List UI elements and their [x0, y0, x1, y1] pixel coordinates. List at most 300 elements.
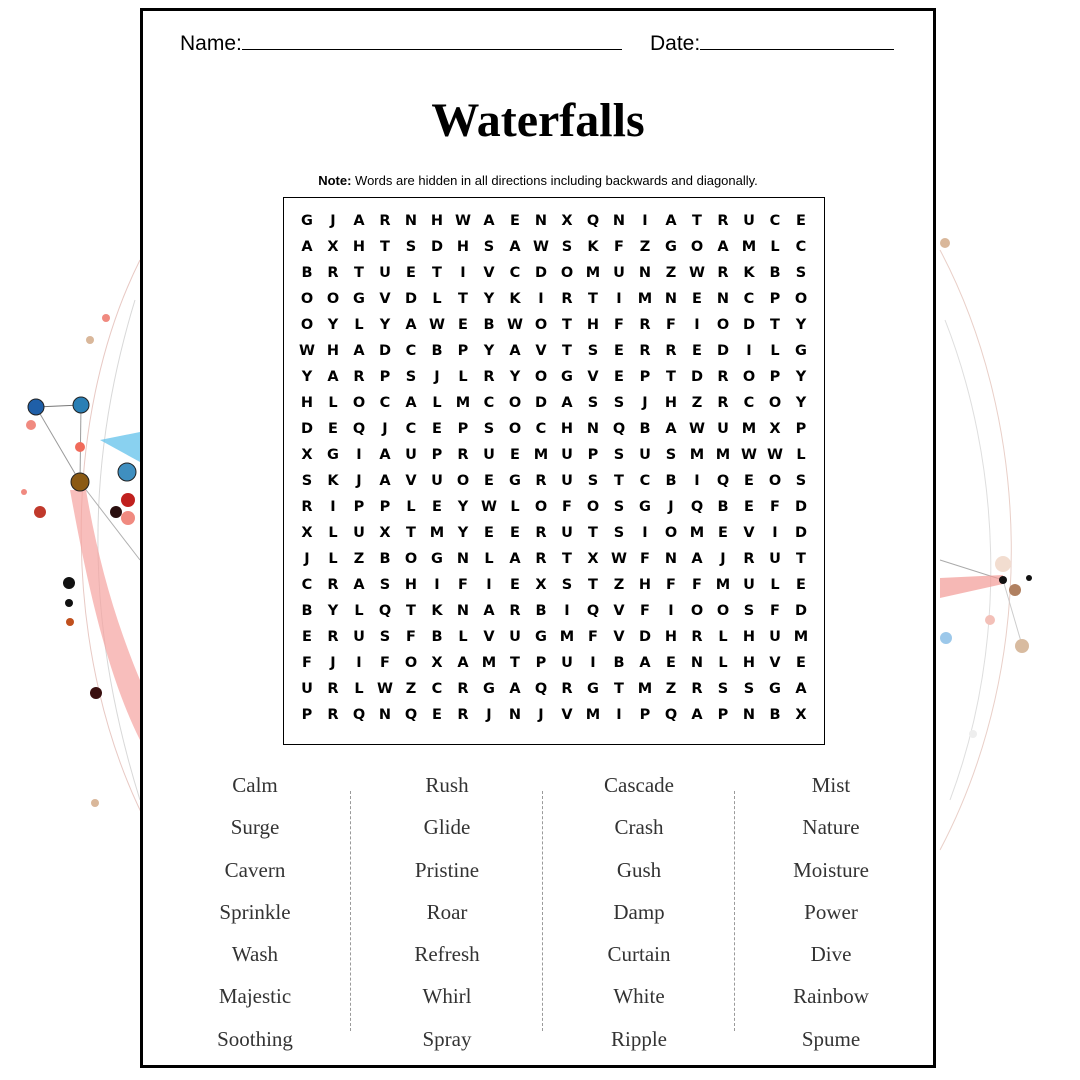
grid-letter: B	[301, 265, 313, 281]
grid-letter: T	[588, 525, 598, 541]
grid-letter: E	[744, 473, 754, 489]
grid-letter: D	[690, 369, 704, 385]
grid-letter: G	[795, 343, 807, 359]
grid-letter: V	[483, 265, 495, 281]
grid-letter: T	[562, 343, 572, 359]
word-list-item: Crash	[614, 815, 664, 840]
grid-letter: G	[509, 473, 521, 489]
grid-letter: U	[561, 655, 573, 671]
word-list-item: Mist	[811, 773, 851, 797]
grid-letter: L	[406, 499, 416, 515]
grid-letter: E	[484, 525, 494, 541]
grid-letter: Q	[690, 499, 704, 515]
grid-letter: R	[743, 551, 755, 567]
word-list-item: Dive	[810, 942, 852, 967]
grid-letter: H	[560, 421, 574, 437]
grid-letter: D	[430, 239, 444, 255]
grid-letter: M	[637, 681, 653, 697]
grid-letter: R	[691, 629, 703, 645]
grid-letter: T	[406, 603, 416, 619]
grid-letter: A	[509, 343, 521, 359]
grid-letter: P	[769, 291, 781, 307]
grid-letter: N	[716, 291, 730, 307]
grid-letter: W	[689, 265, 705, 281]
word-column-3	[543, 771, 735, 1067]
grid-letter: M	[637, 291, 653, 307]
note-text: Words are hidden in all directions including backwards and diagonally.	[351, 173, 758, 188]
grid-letter: I	[694, 473, 700, 489]
grid-letter: X	[379, 525, 391, 541]
grid-letter: U	[483, 447, 495, 463]
grid-letter: C	[535, 421, 547, 437]
grid-letter: W	[741, 447, 757, 463]
grid-letter: F	[562, 499, 572, 515]
grid-letter: C	[743, 291, 755, 307]
grid-letter: U	[613, 265, 625, 281]
grid-row	[294, 364, 814, 390]
grid-letter: O	[664, 525, 678, 541]
grid-letter: L	[770, 239, 780, 255]
grid-row	[294, 520, 814, 546]
grid-letter: T	[666, 369, 676, 385]
grid-letter: O	[768, 473, 782, 489]
grid-letter: X	[535, 577, 547, 593]
grid-letter: N	[612, 213, 626, 229]
grid-letter: I	[356, 655, 362, 671]
grid-letter: U	[405, 447, 417, 463]
grid-letter: U	[379, 265, 391, 281]
grid-letter: I	[460, 265, 466, 281]
grid-letter: R	[535, 551, 547, 567]
grid-letter: L	[458, 369, 468, 385]
grid-letter: E	[432, 499, 442, 515]
grid-letter: A	[509, 681, 521, 697]
grid-letter: S	[587, 343, 599, 359]
grid-letter: E	[796, 577, 806, 593]
grid-letter: Z	[639, 239, 651, 255]
grid-letter: A	[405, 317, 417, 333]
grid-letter: O	[326, 291, 340, 307]
grid-letter: S	[613, 447, 625, 463]
grid-letter: U	[769, 629, 781, 645]
word-list-item: Gush	[616, 857, 662, 882]
grid-letter: I	[616, 707, 622, 723]
grid-letter: T	[588, 577, 598, 593]
grid-letter: L	[328, 551, 338, 567]
grid-letter: U	[353, 525, 365, 541]
grid-letter: V	[561, 707, 573, 723]
grid-letter: A	[353, 213, 365, 229]
grid-letter: I	[694, 317, 700, 333]
grid-letter: Y	[327, 317, 339, 333]
grid-letter: R	[717, 265, 729, 281]
grid-letter: F	[380, 655, 390, 671]
grid-letter: N	[638, 265, 652, 281]
grid-letter: E	[510, 525, 520, 541]
grid-letter: C	[769, 213, 781, 229]
grid-letter: U	[431, 473, 443, 489]
grid-letter: L	[770, 577, 780, 593]
word-list-item: Soothing	[217, 1026, 293, 1051]
grid-letter: T	[354, 265, 364, 281]
grid-letter: Y	[379, 317, 391, 333]
grid-letter: O	[534, 317, 548, 333]
grid-letter: D	[534, 265, 548, 281]
grid-letter: L	[432, 395, 442, 411]
grid-letter: N	[404, 213, 418, 229]
grid-letter: J	[720, 551, 726, 567]
grid-letter: L	[432, 291, 442, 307]
grid-letter: H	[430, 213, 444, 229]
grid-letter: I	[746, 343, 752, 359]
grid-letter: J	[486, 707, 492, 723]
grid-letter: U	[769, 551, 781, 567]
grid-letter: B	[379, 551, 391, 567]
word-list	[159, 771, 929, 1051]
grid-letter: C	[639, 473, 651, 489]
grid-letter: E	[510, 577, 520, 593]
word-list-item: Rainbow	[793, 984, 869, 1009]
grid-letter: A	[561, 395, 573, 411]
grid-letter: B	[483, 317, 495, 333]
grid-letter: I	[538, 291, 544, 307]
grid-letter: D	[638, 629, 652, 645]
grid-letter: I	[330, 499, 336, 515]
grid-row	[294, 468, 814, 494]
grid-letter: I	[642, 525, 648, 541]
grid-letter: T	[432, 265, 442, 281]
grid-letter: T	[614, 681, 624, 697]
word-list-item: Cavern	[224, 857, 286, 882]
grid-letter: R	[509, 603, 521, 619]
grid-letter: Y	[795, 317, 807, 333]
grid-letter: E	[510, 447, 520, 463]
word-list-item: Pristine	[414, 857, 480, 882]
grid-letter: S	[795, 473, 807, 489]
grid-letter: S	[379, 629, 391, 645]
word-list-item: Curtain	[607, 942, 671, 967]
grid-letter: O	[300, 291, 314, 307]
grid-letter: D	[378, 343, 392, 359]
grid-letter: H	[664, 395, 678, 411]
grid-letter: X	[561, 213, 573, 229]
word-column-1	[159, 771, 351, 1067]
grid-letter: Y	[457, 525, 469, 541]
grid-letter: B	[769, 707, 781, 723]
grid-letter: S	[561, 239, 573, 255]
grid-letter: I	[772, 525, 778, 541]
grid-letter: W	[611, 551, 627, 567]
date-blank-line	[700, 29, 894, 50]
grid-letter: I	[616, 291, 622, 307]
grid-letter: Q	[404, 707, 418, 723]
grid-letter: S	[795, 265, 807, 281]
grid-letter: U	[639, 447, 651, 463]
grid-letter: D	[716, 343, 730, 359]
word-column-2	[351, 771, 543, 1067]
header-row	[180, 29, 900, 59]
grid-letter: Q	[352, 707, 366, 723]
grid-letter: J	[330, 213, 336, 229]
grid-letter: N	[664, 551, 678, 567]
grid-letter: O	[352, 395, 366, 411]
grid-letter: X	[327, 239, 339, 255]
grid-letter: P	[587, 447, 599, 463]
grid-letter: E	[406, 265, 416, 281]
grid-letter: Y	[795, 369, 807, 385]
grid-letter: G	[431, 551, 443, 567]
grid-letter: T	[692, 213, 702, 229]
grid-letter: D	[404, 291, 418, 307]
grid-letter: B	[639, 421, 651, 437]
grid-letter: Z	[665, 265, 677, 281]
grid-letter: H	[664, 629, 678, 645]
grid-letter: O	[690, 603, 704, 619]
grid-letter: O	[404, 655, 418, 671]
grid-letter: R	[561, 291, 573, 307]
grid-letter: D	[300, 421, 314, 437]
grid-letter: M	[585, 265, 601, 281]
grid-letter: V	[587, 369, 599, 385]
grid-letter: I	[590, 655, 596, 671]
grid-letter: O	[560, 265, 574, 281]
grid-letter: R	[327, 629, 339, 645]
grid-letter: K	[431, 603, 443, 619]
grid-letter: V	[613, 603, 625, 619]
grid-letter: T	[770, 317, 780, 333]
grid-letter: U	[561, 447, 573, 463]
grid-letter: H	[300, 395, 314, 411]
grid-letter: P	[353, 499, 365, 515]
grid-letter: Y	[327, 603, 339, 619]
grid-letter: R	[535, 525, 547, 541]
grid-letter: W	[533, 239, 549, 255]
grid-letter: E	[692, 291, 702, 307]
grid-row	[294, 416, 814, 442]
grid-letter: J	[382, 421, 388, 437]
grid-letter: L	[510, 499, 520, 515]
grid-letter: L	[718, 655, 728, 671]
grid-letter: F	[614, 239, 624, 255]
grid-letter: R	[717, 369, 729, 385]
grid-row	[294, 546, 814, 572]
grid-letter: G	[561, 369, 573, 385]
grid-letter: T	[614, 473, 624, 489]
grid-row	[294, 572, 814, 598]
grid-letter: A	[379, 473, 391, 489]
grid-letter: D	[534, 395, 548, 411]
grid-letter: J	[538, 707, 544, 723]
word-list-item: Glide	[423, 815, 471, 840]
grid-letter: M	[585, 707, 601, 723]
grid-letter: W	[455, 213, 471, 229]
grid-letter: P	[457, 343, 469, 359]
grid-row	[294, 338, 814, 364]
grid-letter: T	[562, 317, 572, 333]
grid-letter: M	[533, 447, 549, 463]
grid-letter: Q	[612, 421, 626, 437]
grid-letter: F	[666, 317, 676, 333]
grid-letter: H	[742, 655, 756, 671]
grid-letter: E	[458, 317, 468, 333]
grid-letter: K	[509, 291, 521, 307]
grid-letter: R	[535, 473, 547, 489]
grid-letter: L	[354, 681, 364, 697]
grid-letter: P	[795, 421, 807, 437]
grid-letter: C	[509, 265, 521, 281]
grid-letter: I	[668, 603, 674, 619]
grid-letter: P	[379, 369, 391, 385]
grid-letter: P	[535, 655, 547, 671]
name-field	[180, 29, 622, 56]
grid-row	[294, 390, 814, 416]
grid-letter: C	[379, 395, 391, 411]
grid-letter: F	[770, 499, 780, 515]
grid-letter: S	[483, 239, 495, 255]
grid-letter: W	[689, 421, 705, 437]
grid-letter: R	[717, 213, 729, 229]
grid-letter: G	[483, 681, 495, 697]
word-list-item: White	[613, 984, 665, 1009]
grid-row	[294, 260, 814, 286]
grid-letter: U	[743, 213, 755, 229]
grid-row	[294, 624, 814, 650]
grid-letter: H	[326, 343, 340, 359]
grid-letter: Z	[353, 551, 365, 567]
letter-grid	[294, 208, 814, 728]
grid-letter: I	[434, 577, 440, 593]
word-list-item: Surge	[230, 815, 280, 840]
grid-letter: X	[301, 525, 313, 541]
grid-letter: E	[328, 421, 338, 437]
grid-letter: A	[457, 655, 469, 671]
grid-letter: N	[664, 291, 678, 307]
grid-letter: T	[588, 291, 598, 307]
grid-letter: M	[741, 421, 757, 437]
grid-letter: Q	[716, 473, 730, 489]
grid-letter: L	[484, 551, 494, 567]
grid-letter: F	[640, 551, 650, 567]
grid-letter: H	[352, 239, 366, 255]
date-field	[650, 29, 894, 56]
grid-letter: G	[769, 681, 781, 697]
grid-letter: A	[795, 681, 807, 697]
word-list-item: Moisture	[793, 857, 869, 882]
grid-letter: R	[457, 707, 469, 723]
grid-letter: A	[691, 551, 703, 567]
grid-letter: W	[299, 343, 315, 359]
grid-letter: J	[304, 551, 310, 567]
name-blank-line	[242, 29, 622, 50]
grid-letter: V	[535, 343, 547, 359]
grid-letter: O	[456, 473, 470, 489]
word-list-item: Spume	[801, 1026, 861, 1051]
grid-letter: R	[639, 317, 651, 333]
grid-letter: L	[770, 343, 780, 359]
grid-letter: V	[613, 629, 625, 645]
grid-letter: N	[456, 603, 470, 619]
grid-letter: E	[432, 707, 442, 723]
grid-letter: A	[717, 239, 729, 255]
grid-letter: E	[432, 421, 442, 437]
grid-letter: W	[481, 499, 497, 515]
grid-letter: X	[795, 707, 807, 723]
grid-letter: S	[613, 499, 625, 515]
grid-letter: Y	[509, 369, 521, 385]
grid-letter: R	[327, 681, 339, 697]
grid-letter: P	[639, 707, 651, 723]
word-list-item: Spray	[422, 1026, 472, 1051]
grid-letter: F	[302, 655, 312, 671]
grid-letter: O	[690, 239, 704, 255]
grid-letter: O	[716, 317, 730, 333]
grid-letter: A	[483, 213, 495, 229]
grid-letter: B	[431, 629, 443, 645]
grid-letter: S	[613, 525, 625, 541]
grid-letter: U	[509, 629, 521, 645]
grid-letter: N	[456, 551, 470, 567]
grid-letter: H	[742, 629, 756, 645]
grid-letter: R	[353, 369, 365, 385]
grid-letter: E	[302, 629, 312, 645]
grid-letter: M	[689, 525, 705, 541]
grid-letter: R	[327, 265, 339, 281]
grid-letter: A	[509, 551, 521, 567]
grid-letter: G	[665, 239, 677, 255]
grid-row	[294, 494, 814, 520]
grid-letter: X	[431, 655, 443, 671]
grid-letter: R	[639, 343, 651, 359]
page-title: Waterfalls	[431, 94, 645, 147]
grid-letter: O	[534, 499, 548, 515]
grid-letter: N	[690, 655, 704, 671]
grid-row	[294, 312, 814, 338]
grid-letter: O	[508, 395, 522, 411]
word-list-item: Wash	[231, 942, 279, 967]
word-list-item: Cascade	[604, 773, 674, 797]
grid-letter: O	[794, 291, 808, 307]
grid-letter: R	[483, 369, 495, 385]
grid-letter: T	[510, 655, 520, 671]
grid-letter: O	[508, 421, 522, 437]
grid-letter: F	[666, 577, 676, 593]
grid-letter: H	[638, 577, 652, 593]
grid-letter: E	[484, 473, 494, 489]
grid-letter: J	[642, 395, 648, 411]
grid-letter: V	[483, 629, 495, 645]
grid-letter: K	[327, 473, 339, 489]
grid-letter: B	[717, 499, 729, 515]
grid-letter: R	[301, 499, 313, 515]
grid-letter: L	[354, 603, 364, 619]
grid-letter: A	[691, 707, 703, 723]
grid-letter: Z	[691, 395, 703, 411]
grid-row	[294, 442, 814, 468]
grid-letter: R	[457, 681, 469, 697]
word-list-item: Refresh	[414, 942, 480, 967]
grid-letter: D	[794, 499, 808, 515]
grid-letter: Y	[457, 499, 469, 515]
grid-letter: U	[301, 681, 313, 697]
grid-row	[294, 650, 814, 676]
grid-letter: G	[327, 447, 339, 463]
grid-letter: E	[614, 343, 624, 359]
grid-letter: B	[613, 655, 625, 671]
grid-letter: M	[715, 447, 731, 463]
grid-letter: B	[769, 265, 781, 281]
grid-letter: R	[327, 577, 339, 593]
grid-letter: T	[562, 551, 572, 567]
